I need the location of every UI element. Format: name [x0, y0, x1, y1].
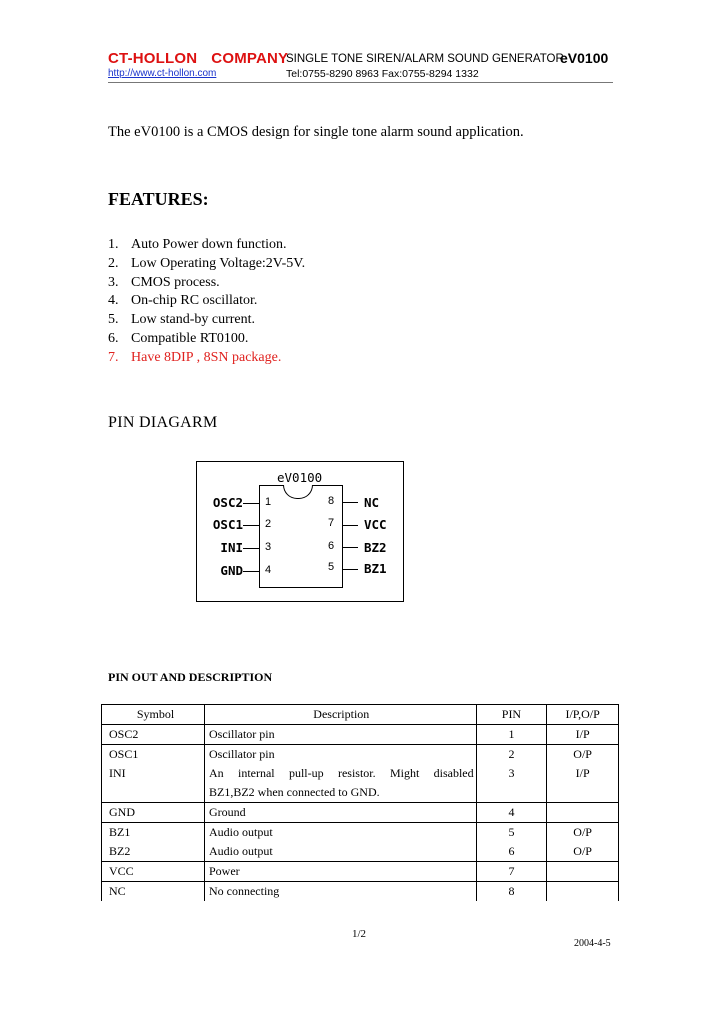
product-description: SINGLE TONE SIREN/ALARM SOUND GENERATOR [286, 53, 564, 65]
feature-item [108, 256, 305, 272]
cell-symbol: GND [102, 803, 205, 823]
feature-number: 1. [108, 237, 119, 252]
feature-item-highlighted [108, 350, 281, 366]
cell-pin: 5 [476, 823, 547, 843]
page-number: 1/2 [352, 928, 367, 940]
company-name-part1: CT-HOLLON [108, 50, 198, 67]
feature-number: 2. [108, 256, 119, 271]
pin-number: 6 [328, 540, 335, 552]
cell-symbol: BZ2 [102, 842, 205, 862]
cell-pin: 1 [476, 725, 547, 745]
pin-number: 1 [265, 496, 272, 508]
feature-number: 7. [108, 350, 119, 365]
cell-pin: 8 [476, 882, 547, 902]
cell-description: No connecting [204, 882, 476, 902]
header-divider [108, 82, 613, 83]
cell-description: BZ1,BZ2 when connected to GND. [204, 783, 476, 803]
cell-pin: 7 [476, 862, 547, 882]
pin-number: 4 [265, 564, 272, 576]
cell-io [547, 882, 619, 902]
chip-label: eV0100 [277, 470, 323, 485]
table-row [102, 745, 619, 765]
feature-item [108, 312, 255, 328]
cell-symbol: OSC1 [102, 745, 205, 765]
pin-lead [243, 525, 259, 526]
feature-item [108, 331, 248, 347]
cell-description: Audio output [204, 823, 476, 843]
cell-symbol: BZ1 [102, 823, 205, 843]
table-row-continuation [102, 783, 619, 803]
feature-text: Low stand-by current. [131, 312, 256, 327]
table-row [102, 882, 619, 902]
feature-item [108, 275, 220, 291]
cell-pin: 6 [476, 842, 547, 862]
pin-label-ini: INI [220, 540, 243, 555]
company-name [108, 50, 288, 67]
feature-text: Compatible RT0100. [131, 331, 249, 346]
cell-pin: 4 [476, 803, 547, 823]
company-website-link[interactable]: http://www.ct-hollon.com [108, 68, 217, 79]
pin-label-gnd: GND [220, 563, 243, 578]
pin-number: 2 [265, 518, 272, 530]
feature-number: 3. [108, 275, 119, 290]
feature-text: Have 8DIP , 8SN package. [131, 350, 282, 365]
table-row [102, 764, 619, 783]
cell-io: I/P [547, 725, 619, 745]
feature-number: 6. [108, 331, 119, 346]
pinout-heading: PIN OUT AND DESCRIPTION [108, 670, 273, 684]
pin-number: 5 [328, 561, 335, 573]
feature-number: 4. [108, 293, 119, 308]
cell-description: An internal pull-up resistor. Might disabled [204, 764, 476, 783]
cell-empty [547, 783, 619, 803]
pin-number: 7 [328, 517, 335, 529]
cell-io [547, 862, 619, 882]
document-date: 2004-4-5 [574, 938, 611, 949]
cell-pin: 3 [476, 764, 547, 783]
cell-description: Audio output [204, 842, 476, 862]
pin-lead [243, 503, 259, 504]
cell-description: Ground [204, 803, 476, 823]
table-row [102, 725, 619, 745]
pin-lead [342, 569, 358, 570]
pinout-table [101, 704, 619, 901]
features-heading: FEATURES: [108, 189, 209, 209]
pin-lead [243, 571, 259, 572]
pin-number: 3 [265, 541, 272, 553]
table-row [102, 842, 619, 862]
table-row [102, 862, 619, 882]
cell-io: O/P [547, 842, 619, 862]
cell-io: O/P [547, 745, 619, 765]
feature-item [108, 237, 287, 253]
cell-empty [476, 783, 547, 803]
company-name-part2: COMPANY [211, 50, 289, 67]
cell-io [547, 803, 619, 823]
cell-io: O/P [547, 823, 619, 843]
cell-description: Oscillator pin [204, 745, 476, 765]
pin-label-vcc: VCC [364, 517, 387, 532]
pin-label-osc2: OSC2 [212, 495, 243, 510]
cell-description: Power [204, 862, 476, 882]
feature-item [108, 293, 257, 309]
feature-text: Auto Power down function. [131, 237, 287, 252]
feature-text: On-chip RC oscillator. [131, 293, 258, 308]
pin-lead [342, 525, 358, 526]
pin-label-bz2: BZ2 [364, 540, 387, 555]
table-header-row [102, 705, 619, 725]
pin-number: 8 [328, 495, 335, 507]
pin-label-osc1: OSC1 [212, 517, 243, 532]
table-row [102, 803, 619, 823]
pin-lead [243, 548, 259, 549]
cell-symbol: NC [102, 882, 205, 902]
column-header-symbol: Symbol [102, 705, 205, 725]
column-header-description: Description [204, 705, 476, 725]
cell-description: Oscillator pin [204, 725, 476, 745]
part-number: eV0100 [560, 50, 609, 66]
contact-info: Tel:0755-8290 8963 Fax:0755-8294 1332 [286, 68, 479, 80]
pin-lead [342, 547, 358, 548]
column-header-pin: PIN [476, 705, 547, 725]
feature-text: Low Operating Voltage:2V-5V. [131, 256, 306, 271]
table-row [102, 823, 619, 843]
feature-text: CMOS process. [131, 275, 220, 290]
cell-symbol: OSC2 [102, 725, 205, 745]
pin-label-nc: NC [364, 495, 380, 510]
intro-text: The eV0100 is a CMOS design for single tone alarm sound application. [108, 124, 524, 140]
cell-symbol: INI [102, 764, 205, 783]
cell-pin: 2 [476, 745, 547, 765]
column-header-io: I/P,O/P [547, 705, 619, 725]
pin-lead [342, 502, 358, 503]
cell-symbol: VCC [102, 862, 205, 882]
cell-io: I/P [547, 764, 619, 783]
feature-number: 5. [108, 312, 119, 327]
cell-empty [102, 783, 205, 803]
pin-label-bz1: BZ1 [364, 561, 387, 576]
pin-diagram-heading: PIN DIAGARM [108, 414, 218, 431]
